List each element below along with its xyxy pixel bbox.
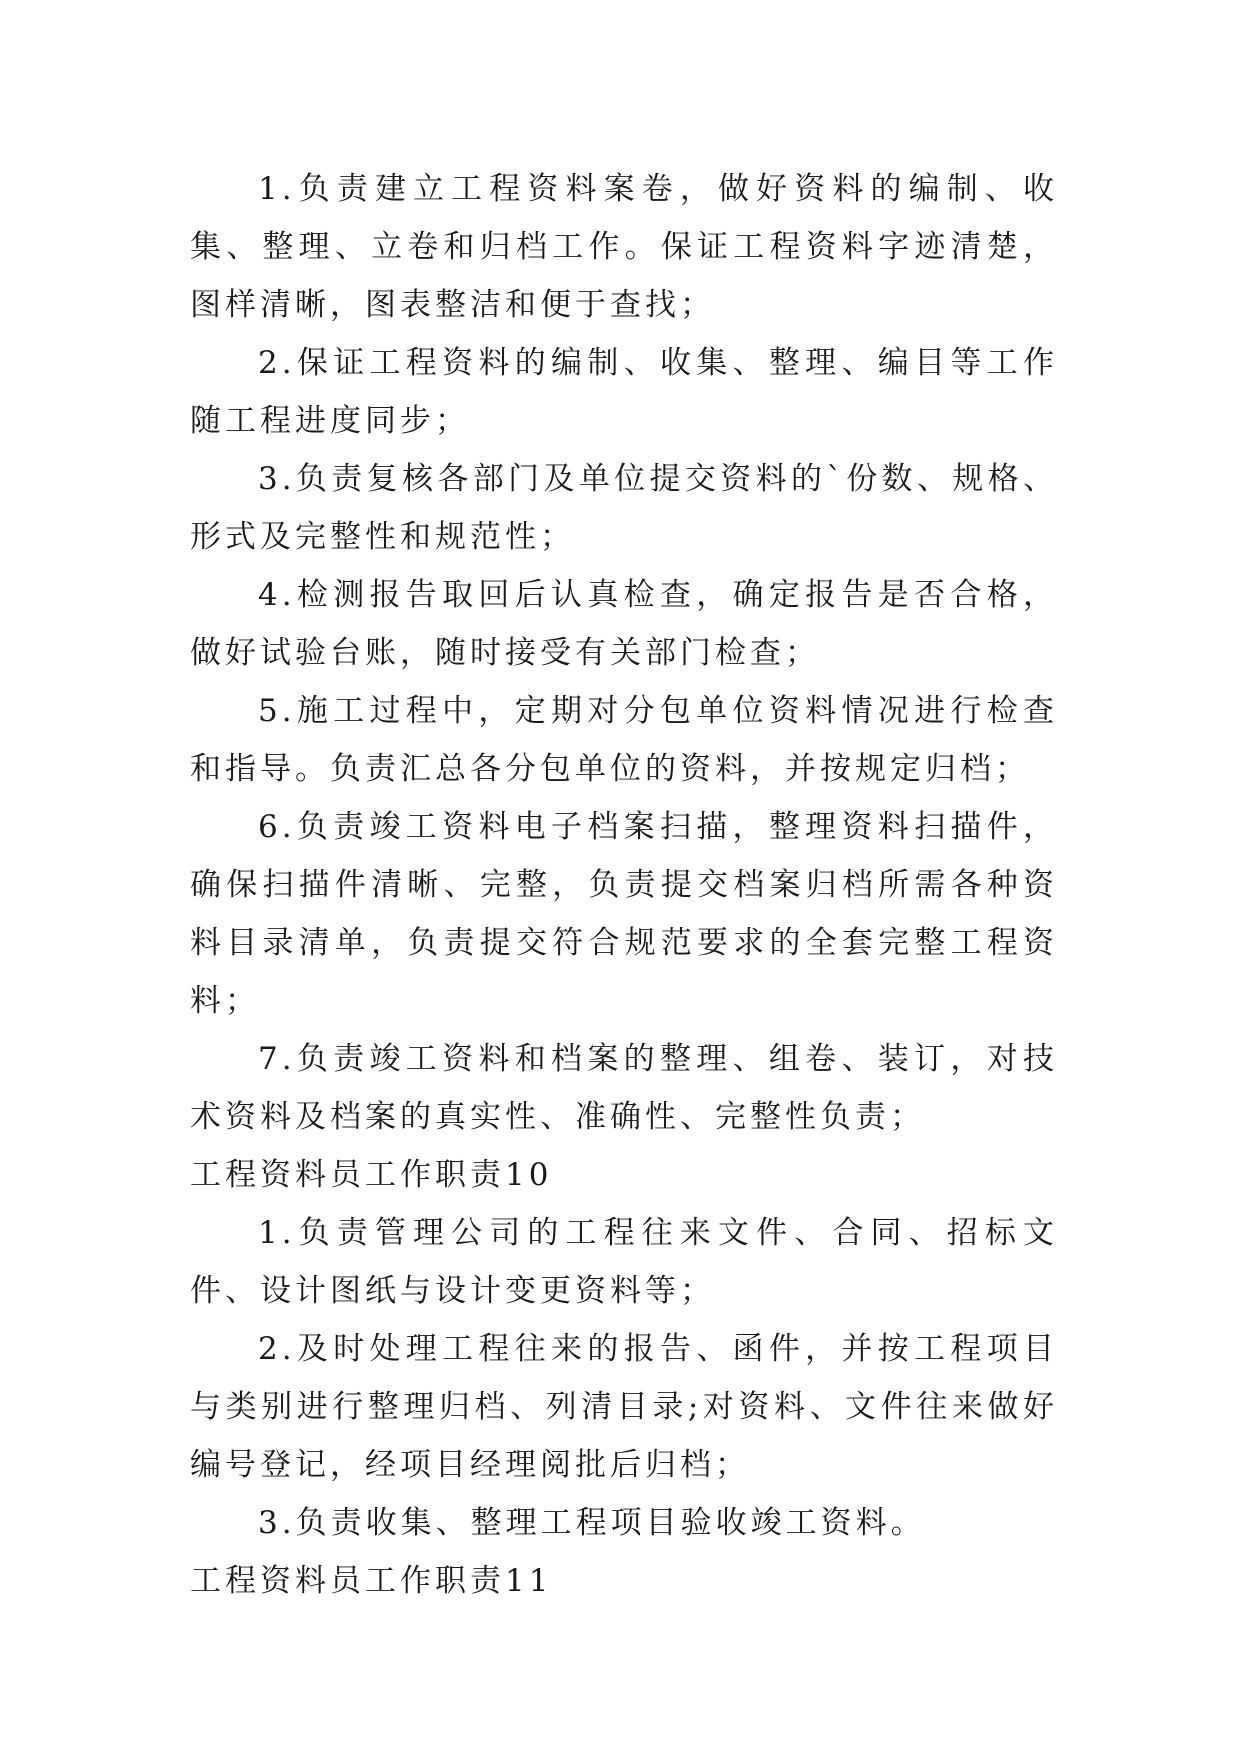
duty-item: 2.保证工程资料的编制、收集、整理、编目等工作随工程进度同步； xyxy=(190,345,1058,439)
duty-item: 1.负责建立工程资料案卷，做好资料的编制、收集、整理、立卷和归档工作。保证工程资料字迹清楚，图样清晰，图表整洁和便于查找； xyxy=(190,171,1058,323)
duty-item: 3.负责复核各部门及单位提交资料的`份数、规格、形式及完整性和规范性； xyxy=(190,461,1058,555)
duty-item: 2.及时处理工程往来的报告、函件，并按工程项目与类别进行整理归档、列清目录;对资料、文件往来做好编号登记，经项目经理阅批后归档； xyxy=(190,1331,1058,1483)
duty-item: 6.负责竣工资料电子档案扫描，整理资料扫描件，确保扫描件清晰、完整，负责提交档案归档所需各种资料目录清单，负责提交符合规范要求的全套完整工程资料； xyxy=(190,809,1058,1019)
duty-item: 3.负责收集、整理工程项目验收竣工资料。 xyxy=(258,1505,926,1541)
document-body xyxy=(190,160,1058,1610)
duty-item: 5.施工过程中，定期对分包单位资料情况进行检查和指导。负责汇总各分包单位的资料，并按规定归档； xyxy=(190,693,1058,787)
duty-item: 1.负责管理公司的工程往来文件、合同、招标文件、设计图纸与设计变更资料等； xyxy=(190,1215,1058,1309)
section-heading: 工程资料员工作职责10 xyxy=(190,1157,553,1193)
section-heading: 工程资料员工作职责11 xyxy=(190,1563,553,1599)
duty-item: 7.负责竣工资料和档案的整理、组卷、装订，对技术资料及档案的真实性、准确性、完整性负责； xyxy=(190,1041,1058,1135)
duty-item: 4.检测报告取回后认真检查，确定报告是否合格，做好试验台账，随时接受有关部门检查； xyxy=(190,577,1058,671)
